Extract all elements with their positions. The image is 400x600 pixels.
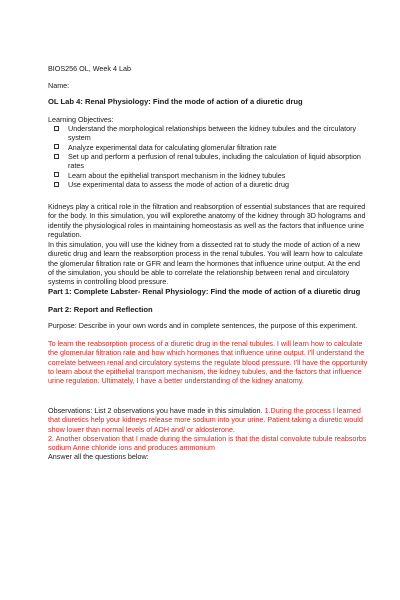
closing-instruction: Answer all the questions below: (48, 452, 149, 461)
checkbox-icon[interactable] (54, 144, 59, 149)
objective-item: Use experimental data to assess the mode of action of a diuretic drug (48, 180, 368, 189)
part1-heading: Part 1: Complete Labster- Renal Physiology: Find the mode of action of a diuretic drug (48, 287, 361, 296)
intro-paragraph-1: Kidneys play a critical role in the filtration and reabsorption of essential substances that are required for the body. In this simulation, you will explorethe anatomy of the kidney through 3D holograms and identify the physiological roles in maintaining homeostasis as well as the factors that influence urine regulation. (48, 202, 366, 240)
intro-paragraph-2: In this simulation, you will use the kidney from a dissected rat to study the mode of action of a new diuretic drug and learn the reabsorption process in the renal tubules. You will learn how to calculate the glomerular filtration rate or GFR and learn the hormones that influence urine output. At the end of the simulation, you should be able to correlate the relationship between renal and circulatory systems in controlling blood pressure. (48, 240, 363, 287)
objective-item: Understand the morphological relationships between the kidney tubules and the circulatory system (48, 124, 368, 143)
part2-heading: Part 2: Report and Reflection (48, 305, 153, 314)
observation-answer-2: 2. Another observation that I made during the simulation is that the distal convolute tubule reabsorbs sodium Anne chloride ions and produces ammonium (48, 434, 367, 453)
objective-item: Analyze experimental data for calculating glomerular filtration rate (48, 143, 368, 152)
checkbox-icon[interactable] (54, 172, 59, 177)
objectives-list (48, 124, 368, 190)
objectives-heading: Learning Objectives: (48, 115, 114, 124)
checkbox-icon[interactable] (54, 182, 59, 187)
purpose-prompt: Purpose: Describe in your own words and in complete sentences, the purpose of this experiment. (48, 321, 358, 330)
objective-item: Learn about the epithelial transport mechanism in the kidney tubules (48, 171, 368, 180)
checkbox-icon[interactable] (54, 154, 59, 159)
observation-answer-1: 1.During the process I learned that diuretics help your kidneys release more sodium into your urine. Patient taking a diuretic would show lower than normal levels of ADH and/ or aldosterone. (48, 406, 363, 434)
course-header: BIOS256 OL, Week 4 Lab (48, 64, 131, 73)
lab-title: OL Lab 4: Renal Physiology: Find the mode of action of a diuretic drug (48, 97, 303, 106)
checkbox-icon[interactable] (54, 126, 59, 131)
observations-block (48, 406, 368, 434)
name-label: Name: (48, 81, 70, 90)
observations-prompt: Observations: List 2 observations you have made in this simulation. (48, 406, 263, 415)
purpose-answer: To learn the reabsorption process of a diuretic drug in the renal tubules. I will learn how to calculate the glomerular filtration rate and how which hormones that influence urine output. I'll understand the correlate between renal and circulatory systems the regulate blood pressure. I'll have the opportunity to learn about the epithelial transport mechanism, the kidney tubules, and the factors that influence urine regulation. Ultimately, I have a better understanding of the kidney anatomy. (48, 339, 368, 386)
objective-item: Set up and perform a perfusion of renal tubules, including the calculation of liquid absorption rates (48, 152, 368, 171)
